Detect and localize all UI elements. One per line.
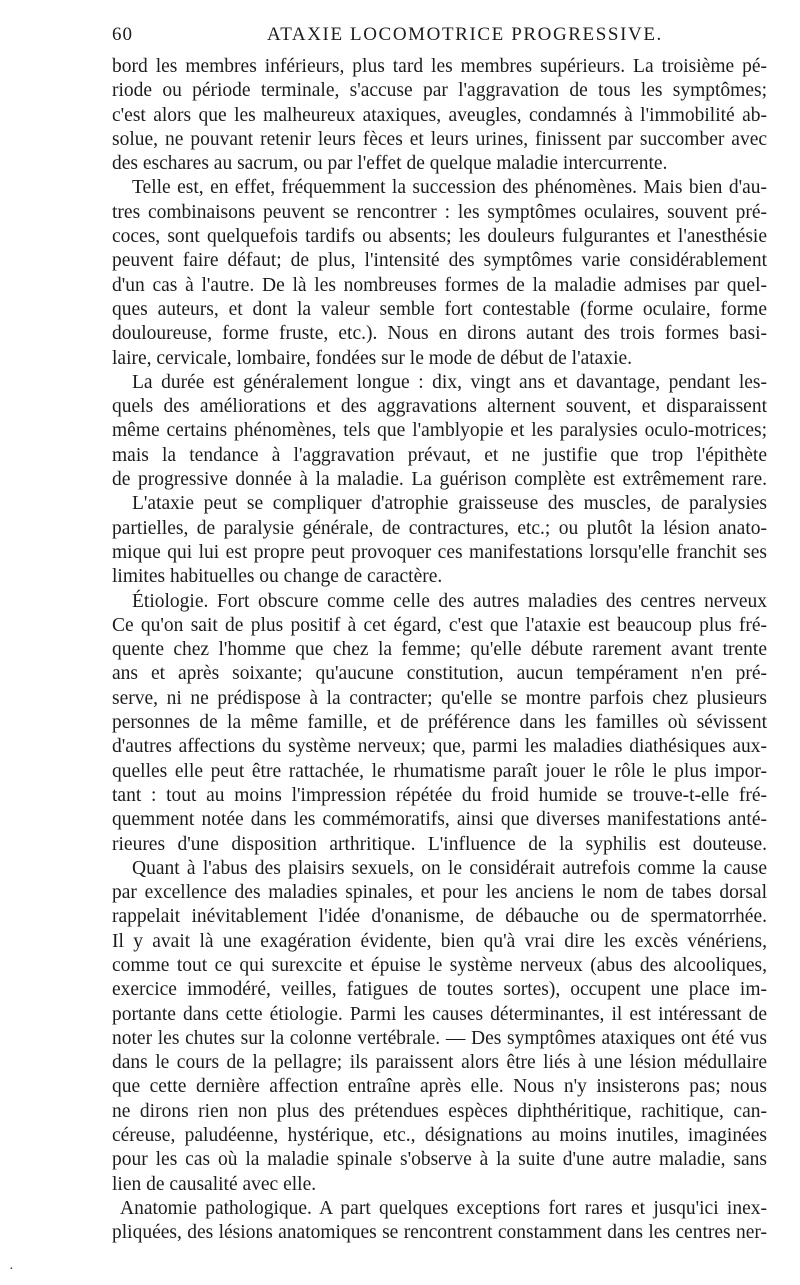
- text-line: portante dans cette étiologie. Parmi les causes déterminantes, il est intéressant de: [112, 1003, 767, 1025]
- text-line: comme tout ce qui surexcite et épuise le système nerveux (abus des alcooliques,: [112, 954, 767, 976]
- running-title: ATAXIE LOCOMOTRICE PROGRESSIVE.: [267, 24, 663, 45]
- text-line: d'un cas à l'autre. De là les nombreuses formes de la maladie admises par quel-: [112, 274, 767, 296]
- section-heading-line: Anatomie pathologique. A part quelques exceptions fort rares et jusqu'ici inex-: [120, 1197, 767, 1219]
- text-line: même certains phénomènes, tels que l'amblyopie et les paralysies oculo-motrices;: [112, 420, 767, 442]
- text-line: Quant à l'abus des plaisirs sexuels, on le considérait autrefois comme la cause: [132, 857, 767, 879]
- text-line: c'est alors que les malheureux ataxiques, aveugles, condamnés à l'immobilité ab-: [112, 104, 767, 126]
- text-line: douloureuse, forme fruste, etc.). Nous en dirons autant des trois formes basi-: [112, 323, 767, 345]
- text-line: ques auteurs, et dont la valeur semble fort contestable (forme oculaire, forme: [112, 298, 767, 320]
- text-line: quemment notée dans les commémoratifs, ainsi que diverses manifestations anté-: [112, 809, 767, 831]
- text-line: noter les chutes sur la colonne vertébrale. — Des symptômes ataxiques ont été vus: [112, 1027, 767, 1049]
- text-line: mique qui lui est propre peut provoquer ces manifestations lorsqu'elle franchit ses: [112, 541, 767, 563]
- text-line: céreuse, paludéenne, hystérique, etc., désignations au moins inutiles, imaginées: [112, 1125, 767, 1147]
- text-line: personnes de la même famille, et de préférence dans les familles où sévissent: [112, 712, 767, 734]
- text-line: limites habituelles ou change de caractère.: [112, 566, 443, 588]
- page-number: 60: [112, 24, 133, 45]
- text-line: laire, cervicale, lombaire, fondées sur le mode de début de l'ataxie.: [112, 347, 633, 369]
- text-line: tant : tout au moins l'impression répétée du froid humide se trouve-t-elle fré-: [112, 784, 767, 806]
- text-line: Telle est, en effet, fréquemment la succession des phénomènes. Mais bien d'au-: [132, 177, 767, 199]
- page-header: [112, 24, 780, 54]
- text-line: pour les cas où la maladie spinale s'observe à la suite d'une autre maladie, sans: [112, 1149, 767, 1171]
- text-line: L'ataxie peut se compliquer d'atrophie graisseuse des muscles, de paralysies: [132, 493, 767, 515]
- text-line: serve, ni ne prédispose à la contracter; qu'elle se montre parfois chez plusieurs: [112, 687, 767, 709]
- text-line: tres combinaisons peuvent se rencontrer : les symptômes oculaires, souvent pré-: [112, 201, 767, 223]
- text-line: Il y avait là une exagération évidente, bien qu'à vrai dire les excès vénériens,: [112, 930, 767, 952]
- text-line: rieures d'une disposition arthritique. L'influence de la syphilis est douteuse.: [112, 833, 767, 855]
- text-line: bord les membres inférieurs, plus tard les membres supérieurs. La troisième pé-: [112, 56, 767, 77]
- text-line: mais la tendance à l'aggravation prévaut, et ne justifie que trop l'épithète: [112, 444, 767, 466]
- text-line: exercice immodéré, veilles, fatigues de toutes sortes), occupent une place im-: [112, 979, 767, 1001]
- text-line: quelles elle peut être rattachée, le rhumatisme paraît jouer le rôle le plus impor-: [112, 760, 767, 782]
- text-line: que cette dernière affection entraîne après elle. Nous n'y insisterons pas; nous: [112, 1076, 767, 1098]
- text-line: de progressive donnée à la maladie. La guérison complète est extrêmement rare.: [112, 469, 767, 491]
- text-line: Ce qu'on sait de plus positif à cet égard, c'est que l'ataxie est beaucoup plus fré-: [112, 614, 767, 636]
- text-line: rappelait inévitablement l'idée d'onanisme, de débauche ou de spermatorrhée.: [112, 906, 767, 928]
- scan-speck: ·: [9, 1262, 14, 1277]
- text-line: par excellence des maladies spinales, et pour les anciens le nom de tabes dorsal: [112, 882, 767, 904]
- text-line: d'autres affections du système nerveux; que, parmi les maladies diathésiques aux-: [112, 736, 767, 758]
- text-line: ans et après soixante; qu'aucune constitution, aucun tempérament n'en pré-: [112, 663, 767, 685]
- body-text: [112, 55, 767, 1246]
- text-line: peuvent faire défaut; de plus, l'intensité des symptômes varie considérablement: [112, 250, 767, 272]
- text-line: lien de causalité avec elle.: [112, 1173, 317, 1195]
- text-line: solue, ne pouvant retenir leurs fèces et leurs urines, finissent par succomber avec: [112, 128, 767, 150]
- text-line: pliquées, des lésions anatomiques se rencontrent constamment dans les centres ner-: [112, 1222, 767, 1244]
- text-line: des eschares au sacrum, ou par l'effet de quelque maladie intercurrente.: [112, 153, 668, 175]
- text-line: quente chez l'homme que chez la femme; qu'elle débute rarement avant trente: [112, 639, 767, 661]
- text-line: riode ou période terminale, s'accuse par l'aggravation de tous les symptômes;: [112, 80, 767, 102]
- text-line: ne dirons rien non plus des prétendues espèces diphthéritique, rachitique, can-: [112, 1100, 767, 1122]
- text-line: La durée est généralement longue : dix, vingt ans et davantage, pendant les-: [132, 371, 767, 393]
- text-line: partielles, de paralysie générale, de contractures, etc.; ou plutôt la lésion anato-: [112, 517, 767, 539]
- section-heading-line: Étiologie. Fort obscure comme celle des autres maladies des centres nerveux: [132, 590, 767, 612]
- text-line: dans le cours de la pellagre; ils paraissent alors être liés à une lésion médullaire: [112, 1052, 767, 1074]
- text-line: quels des améliorations et des aggravations alternent souvent, et disparaissent: [112, 396, 767, 418]
- text-line: coces, sont quelquefois tardifs ou absents; les douleurs fulgurantes et l'anesthésie: [112, 226, 767, 248]
